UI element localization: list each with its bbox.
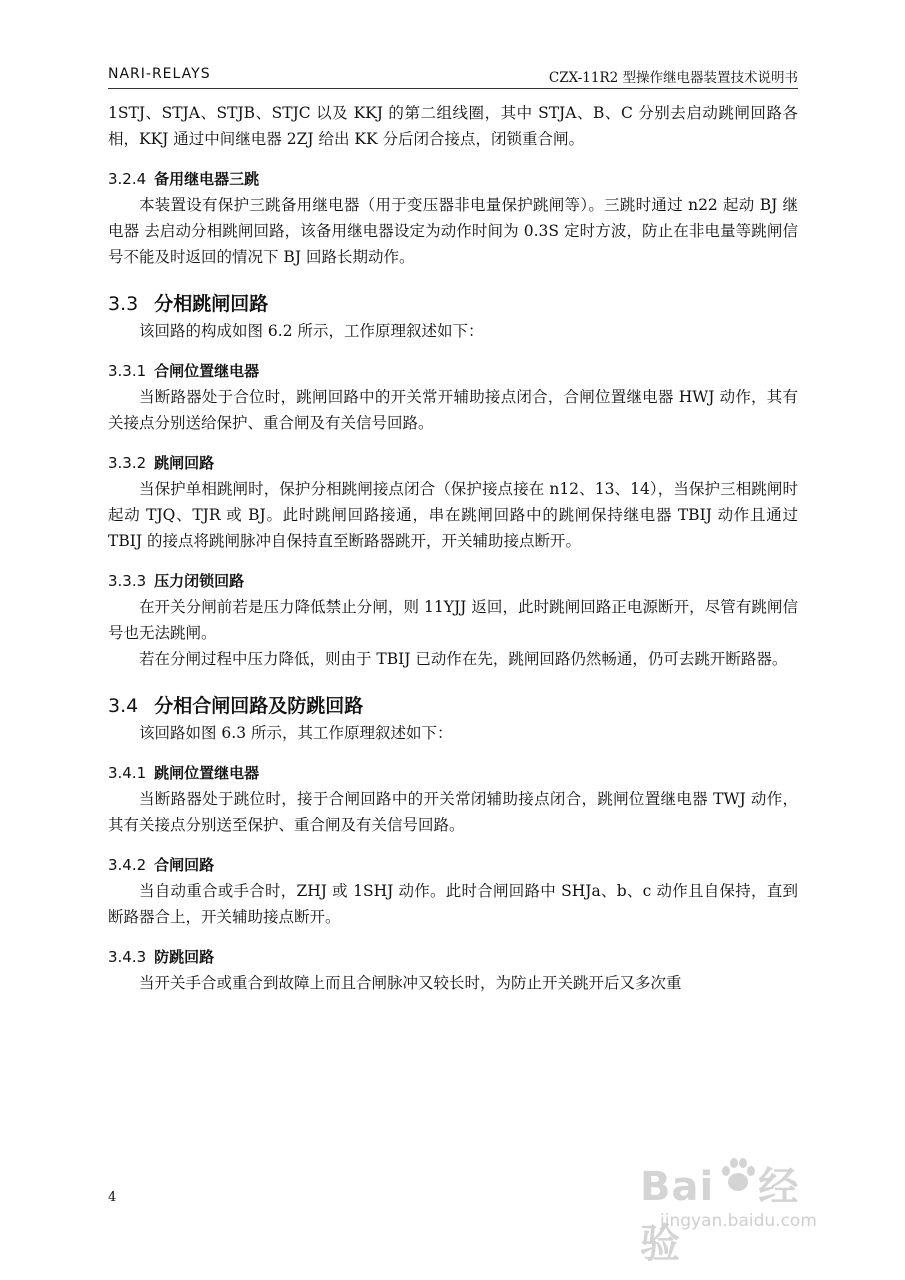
heading-text: 分相合闸回路及防跳回路 xyxy=(154,695,364,717)
paw-icon xyxy=(718,1155,758,1195)
heading-3-3 xyxy=(108,290,798,318)
heading-number: 3.3 xyxy=(108,293,139,315)
watermark-brand: Bai 经验 xyxy=(640,1164,800,1267)
baidu-jingyan-watermark xyxy=(640,1155,840,1267)
heading-text: 备用继电器三跳 xyxy=(154,170,260,188)
heading-3-4-2 xyxy=(108,852,798,878)
watermark-url: jingyan.baidu.com xyxy=(660,1211,817,1231)
paragraph: 该回路如图 6.3 所示，其工作原理叙述如下： xyxy=(139,724,453,742)
page-number: 4 xyxy=(108,1190,117,1205)
header-doc-title: CZX-11R2 型操作继电器装置技术说明书 xyxy=(548,70,798,86)
paragraph: 当自动重合或手合时，ZHJ 或 1SHJ 动作。此时合闸回路中 SHJa、b、c 动作且自保持，直到断路器合上，开关辅助接点断开。 xyxy=(108,882,798,926)
heading-number: 3.4.1 xyxy=(108,764,147,782)
heading-text: 分相跳闸回路 xyxy=(154,293,269,315)
paragraph: 该回路的构成如图 6.2 所示，工作原理叙述如下： xyxy=(139,322,484,340)
page-content xyxy=(108,100,798,996)
paragraph: 若在分闸过程中压力降低，则由于 TBIJ 已动作在先，跳闸回路仍然畅通，仍可去跳开断路器。 xyxy=(139,650,788,668)
heading-number: 3.3.2 xyxy=(108,454,147,472)
heading-number: 3.4.2 xyxy=(108,856,147,874)
heading-3-3-2 xyxy=(108,450,798,476)
heading-text: 防跳回路 xyxy=(154,948,215,966)
paragraph: 在开关分闸前若是压力降低禁止分闸，则 11YJJ 返回，此时跳闸回路正电源断开，尽管有跳闸信号也无法跳闸。 xyxy=(108,598,798,642)
heading-3-4-1 xyxy=(108,760,798,786)
paragraph: 当开关手合或重合到故障上而且合闸脉冲又较长时，为防止开关跳开后又多次重 xyxy=(139,974,682,992)
heading-text: 跳闸位置继电器 xyxy=(154,764,260,782)
page-header xyxy=(108,64,798,86)
heading-number: 3.2.4 xyxy=(108,170,147,188)
paragraph: 当保护单相跳闸时，保护分相跳闸接点闭合（保护接点接在 n12、13、14），当保护三相跳闸时起动 TJQ、TJR 或 BJ。此时跳闸回路接通，串在跳闸回路中的跳闸保持继电器 TBIJ 动作且通过 TBIJ 的接点将跳闸脉冲自保持直至断路器跳开，开关辅助接点断开。 xyxy=(108,480,798,550)
paragraph: 本装置设有保护三跳备用继电器（用于变压器非电量保护跳闸等）。三跳时通过 n22 起动 BJ 继电器 去启动分相跳闸回路，该备用继电器设定为动作时间为 0.3S 定时方波，防止在非电量等跳闸信号不能及时返回的情况下 BJ 回路长期动作。 xyxy=(108,196,798,266)
heading-number: 3.4 xyxy=(108,695,139,717)
heading-3-3-1 xyxy=(108,358,798,384)
paragraph: 当断路器处于跳位时，接于合闸回路中的开关常闭辅助接点闭合，跳闸位置继电器 TWJ 动作，其有关接点分别送至保护、重合闸及有关信号回路。 xyxy=(108,790,798,834)
heading-number: 3.3.1 xyxy=(108,362,147,380)
header-rule xyxy=(108,88,798,89)
heading-text: 合闸位置继电器 xyxy=(154,362,260,380)
intro-paragraph: 1STJ、STJA、STJB、STJC 以及 KKJ 的第二组线圈，其中 STJA、B、C 分别去启动跳闸回路各相，KKJ 通过中间继电器 2ZJ 给出 KK 分后闭合接点，闭锁重合闸。 xyxy=(108,104,798,148)
heading-number: 3.3.3 xyxy=(108,572,147,590)
heading-3-3-3 xyxy=(108,568,798,594)
heading-text: 压力闭锁回路 xyxy=(154,572,245,590)
header-company: NARI-RELAYS xyxy=(108,66,211,82)
heading-text: 合闸回路 xyxy=(154,856,215,874)
paragraph: 当断路器处于合位时，跳闸回路中的开关常开辅助接点闭合，合闸位置继电器 HWJ 动作，其有关接点分别送给保护、重合闸及有关信号回路。 xyxy=(108,388,798,432)
heading-3-4 xyxy=(108,692,798,720)
heading-number: 3.4.3 xyxy=(108,948,147,966)
heading-3-4-3 xyxy=(108,944,798,970)
heading-3-2-4 xyxy=(108,166,798,192)
heading-text: 跳闸回路 xyxy=(154,454,215,472)
